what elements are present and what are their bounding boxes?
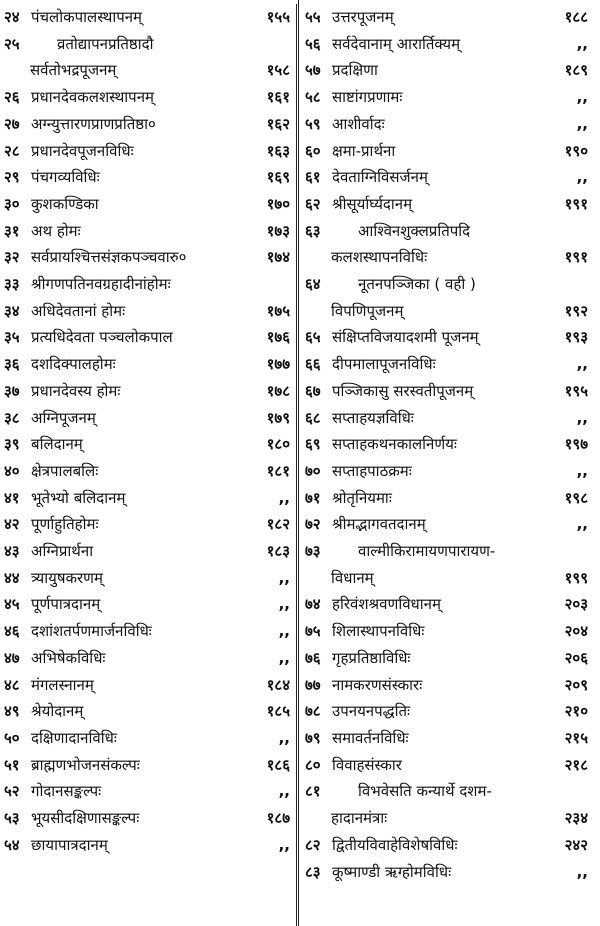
entry-page-number: २०४ xyxy=(564,622,588,641)
entry-number: ६४ xyxy=(305,275,321,294)
entry-number: ५४ xyxy=(4,835,20,854)
index-entry xyxy=(305,191,588,218)
entry-title: भूयसीदक्षिणासङ्कल्पः xyxy=(31,809,140,828)
index-entry xyxy=(305,431,588,458)
entry-number: ६९ xyxy=(305,435,321,454)
entry-title: साष्टांगप्रणामः xyxy=(332,88,403,107)
entry-number: ३२ xyxy=(4,248,20,267)
entry-page-number: १६३ xyxy=(266,141,290,160)
index-entry xyxy=(305,458,588,485)
entry-page-number: ,, xyxy=(278,595,290,614)
index-entry xyxy=(4,511,290,538)
entry-page-number: १९८ xyxy=(564,488,588,507)
entry-number: २७ xyxy=(4,114,20,133)
entry-number: ७२ xyxy=(305,515,321,534)
entry-page-number: २४२ xyxy=(564,835,588,854)
index-entry xyxy=(4,218,290,245)
entry-title: सप्ताहयज्ञविधिः xyxy=(332,408,414,427)
entry-title: दीपमालापूजनविधिः xyxy=(332,355,436,374)
entry-page-number: ,, xyxy=(576,862,588,881)
index-entry xyxy=(4,485,290,512)
entry-title: आश्विनशुक्लप्रतिपदि xyxy=(358,221,471,240)
entry-title: अग्निपूजनम् xyxy=(31,408,96,427)
entry-page-number: ,, xyxy=(278,568,290,587)
index-entry xyxy=(305,351,588,378)
entry-title: द्वितीयविवाहेविशेषविधिः xyxy=(332,835,458,854)
entry-title: संक्षिप्तविजयादशमी पूजनम् xyxy=(332,328,479,347)
index-entry xyxy=(4,645,290,672)
entry-number: ३१ xyxy=(4,221,20,240)
index-entry xyxy=(305,778,588,831)
index-entry xyxy=(4,431,290,458)
entry-number: ४८ xyxy=(4,675,20,694)
index-entry xyxy=(305,538,588,591)
entry-number: ७४ xyxy=(305,595,321,614)
entry-number: ४६ xyxy=(4,622,20,641)
entry-title: वाल्मीकिरामायणपारायण- xyxy=(358,542,496,561)
entry-number: ३६ xyxy=(4,355,20,374)
entry-number: ३८ xyxy=(4,408,20,427)
entry-number: ३४ xyxy=(4,301,20,320)
index-entry xyxy=(305,405,588,432)
column-divider xyxy=(298,0,299,926)
entry-page-number: ,, xyxy=(576,88,588,107)
index-entry xyxy=(4,31,290,84)
entry-title: भूतेभ्यो बलिदानम् xyxy=(31,488,126,507)
index-entry xyxy=(4,4,290,31)
index-entry xyxy=(4,378,290,405)
entry-title: सर्वप्रायश्चित्तसंज्ञकपञ्चवारु० xyxy=(31,248,187,267)
entry-number: ५९ xyxy=(305,114,321,133)
entry-number: ६८ xyxy=(305,408,321,427)
index-entry xyxy=(4,244,290,271)
index-entry xyxy=(4,324,290,351)
entry-number: ७५ xyxy=(305,622,321,641)
entry-title: पंचगव्यविधिः xyxy=(31,168,100,187)
entry-page-number: १७५ xyxy=(266,301,290,320)
entry-page-number: ,, xyxy=(576,515,588,534)
index-entry xyxy=(4,164,290,191)
entry-page-number: १७९ xyxy=(266,408,290,427)
index-entry xyxy=(4,351,290,378)
entry-page-number: १५८ xyxy=(266,61,290,80)
entry-number: ४३ xyxy=(4,542,20,561)
entry-number: ७८ xyxy=(305,702,321,721)
entry-title: शिलास्थापनविधिः xyxy=(332,622,425,641)
index-entry xyxy=(305,618,588,645)
index-entry xyxy=(305,672,588,699)
entry-title-continued: सर्वतोभद्रपूजनम् xyxy=(30,61,117,80)
entry-page-number: ,, xyxy=(576,461,588,480)
index-entry xyxy=(4,672,290,699)
entry-title: विवाहसंस्कार xyxy=(332,755,402,774)
entry-page-number: १८० xyxy=(266,435,290,454)
index-entry xyxy=(4,752,290,779)
entry-page-number: १८७ xyxy=(266,809,290,828)
index-entry xyxy=(4,138,290,165)
entry-page-number: १९९ xyxy=(564,568,588,587)
index-entry xyxy=(305,4,588,31)
entry-page-number: १५५ xyxy=(266,8,290,26)
entry-page-number: १७३ xyxy=(266,221,290,240)
entry-title: हरिवंशश्रवणविधानम् xyxy=(332,595,441,614)
entry-number: ८३ xyxy=(305,862,321,881)
index-entry xyxy=(305,859,588,886)
entry-title: प्रधानदेवपूजनविधिः xyxy=(31,141,134,160)
entry-title: प्रधानदेवकलशस्थापनम् xyxy=(31,88,154,107)
entry-title: दशदिक्पालहोमः xyxy=(31,355,116,374)
entry-title: नूतनपञ्जिका ( वही ) xyxy=(358,275,476,294)
index-entry xyxy=(305,591,588,618)
entry-number: २५ xyxy=(4,34,20,53)
entry-number: ७० xyxy=(305,461,321,480)
entry-number: ५८ xyxy=(305,88,321,107)
entry-number: ३७ xyxy=(4,381,20,400)
entry-title-continued: विधानम् xyxy=(331,568,374,587)
entry-page-number: ,, xyxy=(278,488,290,507)
entry-page-number: १७० xyxy=(266,194,290,213)
entry-number: ५७ xyxy=(305,61,321,80)
index-entry xyxy=(305,271,588,324)
entry-title: सप्ताहकथनकालनिर्णयः xyxy=(332,435,457,454)
entry-page-number: २०९ xyxy=(564,675,588,694)
entry-title: श्रोतृनियमाः xyxy=(332,488,392,507)
entry-title: अधिदेवतानां होमः xyxy=(31,301,126,320)
index-entry xyxy=(4,565,290,592)
entry-number: ५५ xyxy=(305,8,321,26)
index-entry xyxy=(305,138,588,165)
entry-number: ६६ xyxy=(305,355,321,374)
entry-page-number: १९५ xyxy=(564,381,588,400)
index-entry xyxy=(305,111,588,138)
entry-number: ४० xyxy=(4,461,20,480)
entry-number: ५० xyxy=(4,728,20,747)
index-entry xyxy=(305,511,588,538)
index-entry xyxy=(305,31,588,58)
entry-number: ४४ xyxy=(4,568,20,587)
entry-title: दशांशतर्पणमार्जनविधिः xyxy=(31,622,152,641)
entry-number: ८१ xyxy=(305,782,321,801)
entry-page-number: १८८ xyxy=(564,8,588,26)
entry-title: व्रतोद्यापनप्रतिष्ठादौ xyxy=(57,34,154,53)
index-entry xyxy=(305,698,588,725)
index-entry xyxy=(4,805,290,832)
entry-number: २८ xyxy=(4,141,20,160)
entry-title: श्रेयोदानम् xyxy=(31,702,84,721)
entry-page-number: १९२ xyxy=(564,301,588,320)
entry-title-continued: हादानमंत्राः xyxy=(331,809,388,828)
entry-number: ५२ xyxy=(4,782,20,801)
index-entry xyxy=(4,191,290,218)
entry-title: कूष्माण्डी ऋग्होमविधिः xyxy=(332,862,452,881)
entry-title: पंचलोकपालस्थापनम् xyxy=(31,8,143,26)
index-entry xyxy=(305,485,588,512)
entry-title: बलिदानम् xyxy=(31,435,83,454)
entry-page-number: १७६ xyxy=(266,328,290,347)
index-entry xyxy=(305,84,588,111)
entry-title: प्रत्यधिदेवता पञ्चलोकपाल xyxy=(31,328,173,347)
entry-title: पञ्जिकासु सरस्वतीपूजनम् xyxy=(332,381,474,400)
entry-page-number: १७८ xyxy=(266,381,290,400)
entry-page-number: ,, xyxy=(576,34,588,53)
entry-page-number: १९० xyxy=(564,141,588,160)
index-entry xyxy=(4,832,290,859)
entry-number: ८० xyxy=(305,755,321,774)
entry-page-number: १९१ xyxy=(564,194,588,213)
entry-page-number: १८१ xyxy=(266,461,290,480)
entry-number: ३५ xyxy=(4,328,20,347)
index-left-column xyxy=(4,4,296,926)
entry-number: ५१ xyxy=(4,755,20,774)
entry-number: ४९ xyxy=(4,702,20,721)
entry-page-number: १८५ xyxy=(266,702,290,721)
entry-number: ७९ xyxy=(305,728,321,747)
index-entry xyxy=(305,218,588,271)
entry-title: कुशकण्डिका xyxy=(31,194,99,213)
index-entry xyxy=(305,164,588,191)
index-entry xyxy=(305,378,588,405)
entry-page-number: ,, xyxy=(576,168,588,187)
entry-title: श्रीमद्भागवतदानम् xyxy=(332,515,426,534)
entry-title: त्र्यायुषकरणम् xyxy=(31,568,103,587)
entry-page-number: ,, xyxy=(576,114,588,133)
entry-number: ४१ xyxy=(4,488,20,507)
entry-title: क्षमा-प्रार्थना xyxy=(332,141,396,160)
index-entry xyxy=(4,725,290,752)
entry-title: अथ होमः xyxy=(31,221,81,240)
entry-page-number: १८९ xyxy=(564,61,588,80)
entry-page-number: २१० xyxy=(564,702,588,721)
entry-page-number: ,, xyxy=(278,648,290,667)
entry-title: अभिषेकविधिः xyxy=(31,648,106,667)
entry-title: सप्ताहपाठक्रमः xyxy=(332,461,412,480)
index-entry xyxy=(305,324,588,351)
index-entry xyxy=(4,405,290,432)
index-entry xyxy=(4,591,290,618)
entry-title: विभवेसति कन्यार्थे दशम- xyxy=(358,782,492,801)
entry-number: ६२ xyxy=(305,194,321,213)
entry-number: ७३ xyxy=(305,542,321,561)
index-entry xyxy=(4,698,290,725)
entry-page-number: १८२ xyxy=(266,515,290,534)
entry-number: ३९ xyxy=(4,435,20,454)
entry-page-number: १७४ xyxy=(266,248,290,267)
entry-number: ७७ xyxy=(305,675,321,694)
entry-number: ३० xyxy=(4,194,20,213)
entry-title: अग्निप्रार्थना xyxy=(31,542,94,561)
entry-title: सर्वदेवानाम् आरार्तिक्यम् xyxy=(332,34,461,53)
index-entry xyxy=(4,538,290,565)
entry-title-continued: विपणिपूजनम् xyxy=(331,301,404,320)
entry-number: ४२ xyxy=(4,515,20,534)
entry-title: पूर्णपात्रदानम् xyxy=(31,595,101,614)
index-entry xyxy=(305,645,588,672)
entry-title: ब्राह्मणभोजनसंकल्पः xyxy=(31,755,140,774)
entry-title: प्रदक्षिणा xyxy=(332,61,378,80)
entry-title: पूर्णाहुतिहोमः xyxy=(31,515,99,534)
entry-number: ६१ xyxy=(305,168,321,187)
entry-title: उपनयनपद्धतिः xyxy=(332,702,411,721)
entry-title: श्रीगणपतिनवग्रहादीनांहोमः xyxy=(31,275,171,294)
entry-number: ८२ xyxy=(305,835,321,854)
entry-page-number: २१८ xyxy=(564,755,588,774)
entry-number: २४ xyxy=(4,8,20,26)
entry-number: ४५ xyxy=(4,595,20,614)
entry-page-number: १९७ xyxy=(564,435,588,454)
entry-page-number: ,, xyxy=(278,728,290,747)
entry-page-number: १६२ xyxy=(266,114,290,133)
entry-page-number: ,, xyxy=(278,622,290,641)
entry-page-number: १९३ xyxy=(564,328,588,347)
index-entry xyxy=(4,618,290,645)
entry-title: नामकरणसंस्कारः xyxy=(332,675,423,694)
entry-page-number: २०६ xyxy=(564,648,588,667)
entry-number: ६७ xyxy=(305,381,321,400)
entry-page-number: २०३ xyxy=(564,595,588,614)
entry-page-number: ,, xyxy=(278,782,290,801)
entry-number: २६ xyxy=(4,88,20,107)
index-entry xyxy=(305,752,588,779)
entry-number: ४७ xyxy=(4,648,20,667)
entry-page-number: १८३ xyxy=(266,542,290,561)
entry-page-number: १८६ xyxy=(266,755,290,774)
index-entry xyxy=(4,111,290,138)
entry-page-number: ,, xyxy=(576,408,588,427)
entry-number: ६० xyxy=(305,141,321,160)
entry-number: २९ xyxy=(4,168,20,187)
entry-page-number: १६१ xyxy=(266,88,290,107)
index-right-column xyxy=(296,4,588,926)
index-entry xyxy=(4,778,290,805)
entry-title: क्षेत्रपालबलिः xyxy=(31,461,99,480)
entry-page-number: १७७ xyxy=(266,355,290,374)
entry-title: श्रीसूर्यार्घ्यदानम् xyxy=(332,194,413,213)
entry-page-number: २३४ xyxy=(564,809,588,828)
index-entry xyxy=(305,832,588,859)
entry-page-number: १६९ xyxy=(266,168,290,187)
index-entry xyxy=(4,84,290,111)
entry-number: ७६ xyxy=(305,648,321,667)
entry-number: ३३ xyxy=(4,275,20,294)
entry-number: ६५ xyxy=(305,328,321,347)
entry-title: छायापात्रदानम् xyxy=(31,835,108,854)
entry-page-number: १९१ xyxy=(564,248,588,267)
entry-page-number: २१५ xyxy=(564,728,588,747)
entry-number: ६३ xyxy=(305,221,321,240)
entry-number: ५३ xyxy=(4,809,20,828)
entry-page-number: १८४ xyxy=(266,675,290,694)
index-entry xyxy=(4,298,290,325)
entry-title: गृहप्रतिष्ठाविधिः xyxy=(332,648,411,667)
entry-title: उत्तरपूजनम् xyxy=(332,8,394,26)
entry-number: ५६ xyxy=(305,34,321,53)
entry-title: मंगलस्नानम् xyxy=(31,675,94,694)
entry-title: प्रधानदेवस्य होमः xyxy=(31,381,121,400)
index-entry xyxy=(305,57,588,84)
index-entry xyxy=(4,271,290,298)
index-entry xyxy=(305,725,588,752)
entry-title-continued: कलशस्थापनविधिः xyxy=(331,248,428,267)
entry-title: आशीर्वादः xyxy=(332,114,385,133)
entry-title: अग्न्युत्तारणप्राणप्रतिष्ठा० xyxy=(31,114,156,133)
entry-title: समावर्तनविधिः xyxy=(332,728,409,747)
entry-page-number: ,, xyxy=(576,355,588,374)
entry-title: गोदानसङ्कल्पः xyxy=(31,782,102,801)
index-entry xyxy=(4,458,290,485)
entry-title: दक्षिणादानविधिः xyxy=(31,728,117,747)
entry-page-number: ,, xyxy=(278,835,290,854)
entry-number: ७१ xyxy=(305,488,321,507)
entry-title: देवताग्निविसर्जनम् xyxy=(332,168,428,187)
